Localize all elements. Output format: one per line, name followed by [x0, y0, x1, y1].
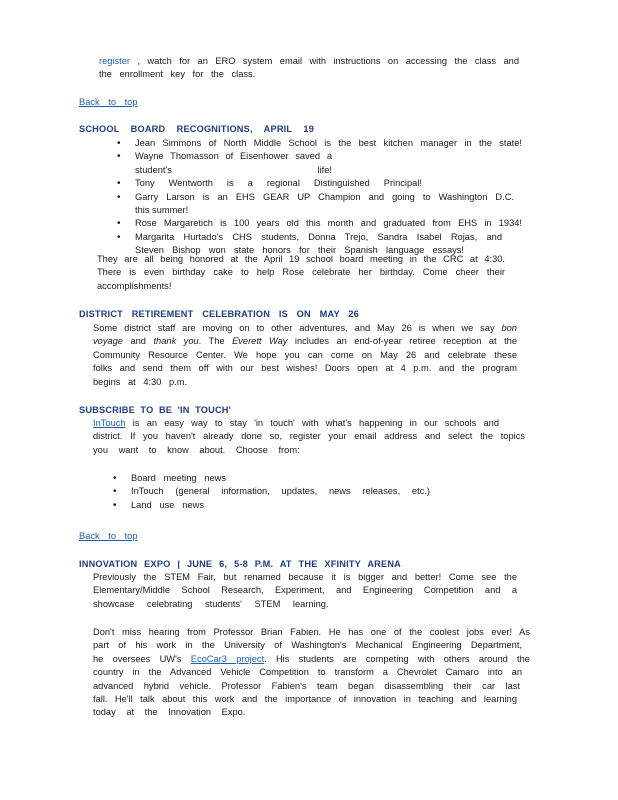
ecocar3-link[interactable]: EcoCar3 project	[190, 653, 265, 664]
innovation-p1-line-3: showcase celebrating students' STEM learning.	[93, 598, 329, 609]
list-item: • InTouch (general information, updates, news releases, etc.)	[113, 486, 430, 498]
retirement-paragraph	[93, 322, 517, 389]
retirement-line-5: begins at 4:30 p.m.	[93, 376, 188, 387]
subscribe-line-3: you want to know about. Choose from:	[93, 444, 300, 455]
back-to-top-1	[79, 97, 138, 107]
intouch-link[interactable]: InTouch	[93, 418, 126, 428]
innovation-p2-line-1: Don't miss hearing from Professor Brian Fabien. He has one of the coolest jobs ever! As	[93, 627, 530, 637]
intro-paragraph	[99, 55, 519, 82]
honored-line-1: They are all being honored at the April 19 school board meeting in the CRC at 4:30.	[97, 254, 505, 264]
intro-line-2: the enrollment key for the class.	[99, 69, 256, 80]
innovation-heading-box	[79, 558, 401, 570]
list-item: • Rose Margaretich is 100 years old this month and graduated from EHS in 1934!	[117, 218, 522, 230]
register-link[interactable]: register	[99, 56, 131, 66]
subscribe-line-1: InTouch is an easy way to stay 'in touch' with what's happening in our schools and	[93, 418, 499, 428]
innovation-heading: INNOVATION EXPO | JUNE 6, 5-8 P.M. AT THE XFINITY ARENA	[79, 559, 401, 569]
school-board-heading: SCHOOL BOARD RECOGNITIONS, APRIL 19	[79, 124, 314, 134]
subscribe-heading: SUBSCRIBE TO BE 'IN TOUCH'	[79, 405, 231, 415]
innovation-p2-line-5: advanced hybrid vehicle. Professor Fabien's team began disassembling their car last	[93, 680, 520, 691]
list-item-continuation: this summer!	[135, 205, 189, 216]
innovation-p1-line-1: Previously the STEM Fair, but renamed because it is bigger and better! Come see the	[93, 572, 517, 582]
list-item: • Jean Simmons of North Middle School is the best kitchen manager in the state!	[117, 138, 522, 149]
innovation-p2-line-6: fall. He'll talk about this work and the importance of innovation in teaching and learning	[93, 694, 517, 705]
back-to-top-2	[79, 531, 138, 541]
intro-line-1	[99, 55, 519, 68]
innovation-p2-line-7: today at the Innovation Expo.	[93, 707, 246, 718]
intro-text-1: , watch for an ERO system email with instructions on accessing the class and	[137, 56, 519, 66]
innovation-p1-line-2: Elementary/Middle School Research, Experiment, and Engineering Competition and a	[93, 585, 517, 596]
innovation-p2-line-3: he oversees UW's EcoCar3 project. His students are competing with others around the	[93, 653, 530, 664]
innovation-paragraph-1	[93, 571, 517, 611]
subscribe-line-2: district. If you haven't already done so, register your email address and select the topics	[93, 431, 525, 442]
list-item-continuation: Steven Bishop won state honors for their Spanish language essays!	[135, 245, 464, 256]
back-to-top-link[interactable]: Back to top	[79, 97, 138, 107]
innovation-paragraph-2	[93, 626, 530, 720]
honored-line-3: accomplishments!	[97, 280, 172, 291]
retirement-heading-box	[79, 308, 359, 320]
retirement-heading: DISTRICT RETIREMENT CELEBRATION IS ON MAY 26	[79, 309, 359, 319]
list-item: • Tony Wentworth is a regional Distinguished Principal!	[117, 178, 422, 190]
school-board-paragraph	[97, 253, 505, 293]
honored-line-2: There is even birthday cake to help Rose celebrate her birthday. Come cheer their	[97, 267, 505, 278]
school-board-list	[114, 137, 522, 258]
innovation-p2-line-4: country in the Advanced Vehicle Competition to transform a Chevrolet Camaro into an	[93, 667, 522, 678]
retirement-line-2: voyage and thank you. The Everett Way includes an end-of-year retiree reception at the	[93, 336, 517, 347]
back-to-top-link[interactable]: Back to top	[79, 531, 138, 541]
list-item: • Land use news	[113, 499, 204, 511]
subscribe-options-list	[110, 472, 430, 512]
list-item: • Wayne Thomasson of Eisenhower saved a student's life!	[117, 151, 332, 175]
list-item: • Board meeting news	[113, 473, 226, 484]
list-item: • Garry Larson is an EHS GEAR UP Champion and going to Washington D.C.	[117, 191, 514, 203]
school-board-heading-box	[79, 123, 314, 135]
retirement-line-4: folks and send them off with our best wishes! Doors open at 4 p.m. and the program	[93, 363, 517, 374]
subscribe-paragraph	[93, 417, 525, 457]
retirement-line-3: Community Resource Center. We hope you can come on May 26 and celebrate these	[93, 349, 517, 360]
list-item: • Margarita Hurtado's CHS students, Donna Trejo, Sandra Isabel Rojas, and	[117, 231, 502, 243]
retirement-line-1: Some district staff are moving on to other adventures, and May 26 is when we say bon	[93, 323, 517, 333]
subscribe-heading-box	[79, 404, 231, 416]
innovation-p2-line-2: part of his work in the University of Washington's Mechanical Engineering Department,	[93, 640, 522, 651]
